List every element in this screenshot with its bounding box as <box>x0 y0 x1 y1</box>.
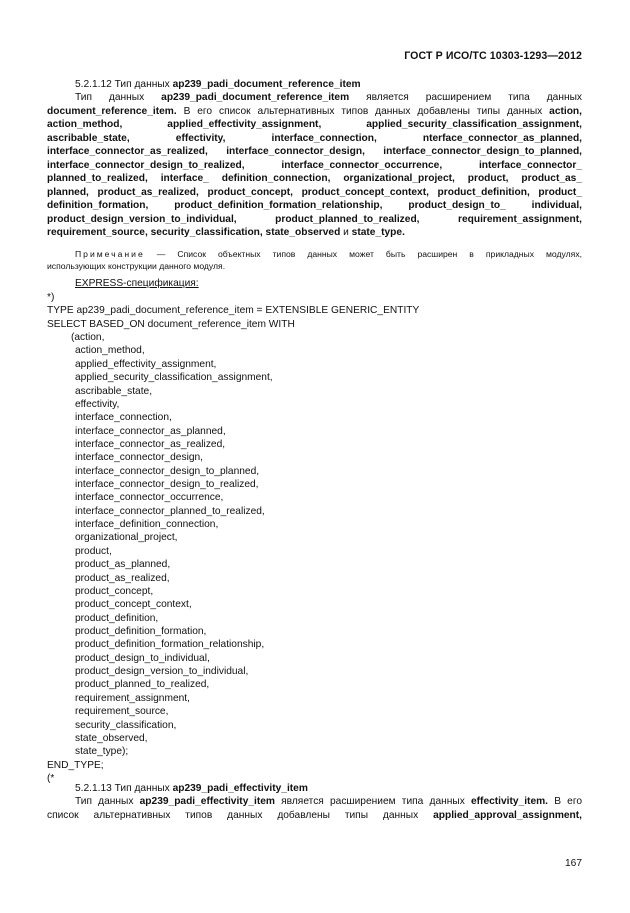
bold-identifier: requirement_source, security_classification, state_observed <box>47 226 341 238</box>
text-line <box>47 226 582 239</box>
code-open: *) <box>47 292 55 303</box>
code-item: requirement_assignment, <box>75 692 190 704</box>
code-item: (action, <box>71 332 105 344</box>
code-item: ascribable_state, <box>75 385 153 397</box>
code-items <box>47 331 582 759</box>
code-select-line: SELECT BASED_ON document_reference_item WITH <box>47 318 295 330</box>
code-item: interface_connector_planned_to_realized, <box>75 505 265 517</box>
text-line <box>47 132 582 145</box>
code-item: interface_connector_as_realized, <box>75 438 226 450</box>
note-label: Примечание <box>75 249 145 259</box>
code-item: product_design_version_to_individual, <box>75 666 249 678</box>
bold-identifier: planned_to_realized, interface_ definition_connection, organizational_project, product, product_as_ <box>47 173 582 185</box>
express-title-text: EXPRESS-спецификация: <box>75 278 199 289</box>
code-item: product_planned_to_realized, <box>75 679 210 691</box>
code-item: product_definition_formation_relationship, <box>75 639 265 651</box>
text-line <box>47 91 582 104</box>
code-item: applied_security_classification_assignment, <box>75 372 273 384</box>
code-type-line: TYPE ap239_padi_document_reference_item = EXTENSIBLE GENERIC_ENTITY <box>47 305 420 317</box>
code-end-type: END_TYPE; <box>47 759 104 771</box>
text-line <box>47 795 582 808</box>
page-number: 167 <box>565 858 582 869</box>
text-run: является расширением типа данных <box>274 796 471 808</box>
code-item: interface_connector_design, <box>75 452 203 464</box>
code-item: organizational_project, <box>75 532 178 544</box>
code-item: security_classification, <box>75 719 177 731</box>
text-line <box>47 118 582 131</box>
code-item: product_as_realized, <box>75 572 170 584</box>
text-run: В его список альтернативных типов данных добавлены типы данных <box>176 105 550 117</box>
section-body <box>47 795 582 822</box>
text-run: список альтернативных типов данных добавлены типы данных <box>47 809 434 821</box>
bold-identifier: interface_connector_design_to_realized, interface_connector_occurrence, interface_connector_ <box>47 159 582 171</box>
text-line <box>47 186 582 199</box>
note <box>47 248 582 272</box>
code-item: interface_connector_design_to_realized, <box>75 479 259 491</box>
text-run: В его <box>548 796 583 808</box>
text-run: Тип данных <box>75 92 162 104</box>
text-run: и <box>340 226 352 238</box>
code-item: interface_connector_as_planned, <box>75 425 226 437</box>
code-close: (* <box>47 772 55 784</box>
bold-identifier: ap239_padi_document_reference_item <box>161 92 350 104</box>
text-line <box>47 809 582 822</box>
heading-prefix: 5.2.1.13 Тип данных <box>75 783 173 794</box>
text-line <box>47 199 582 212</box>
express-title <box>75 277 199 290</box>
bold-identifier: action_method, applied_effectivity_assignment, applied_security_classification_assignment, <box>47 119 582 131</box>
note-dash: — <box>144 249 178 259</box>
code-item: state_observed, <box>75 732 148 744</box>
code-item: product, <box>75 545 112 557</box>
text-line <box>47 172 582 185</box>
section-5-2-1-12 <box>47 78 582 239</box>
code-item: interface_connector_occurrence, <box>75 492 224 504</box>
bold-identifier: applied_approval_assignment, <box>433 809 582 821</box>
code-item: interface_definition_connection, <box>75 519 219 531</box>
section-heading <box>47 782 582 795</box>
text-run: Тип данных <box>75 796 140 808</box>
code-item: applied_effectivity_assignment, <box>75 358 217 370</box>
bold-identifier: document_reference_item. <box>47 105 177 117</box>
text-line <box>47 159 582 172</box>
code-item: product_definition_formation, <box>75 625 207 637</box>
code-item: effectivity, <box>75 398 120 410</box>
bold-identifier: interface_connector_as_realized, interface_connector_design, interface_connector_design_to_planned, <box>47 146 582 158</box>
text-line <box>47 145 582 158</box>
bold-identifier: state_type. <box>351 226 405 238</box>
code-item: product_definition, <box>75 612 159 624</box>
section-heading <box>47 78 582 91</box>
note-text-1: Список объектных типов данных может быть расширен в прикладных модулях, <box>177 249 583 259</box>
express-code <box>47 291 582 785</box>
bold-identifier: planned, product_as_realized, product_concept, product_concept_context, product_definition, product_ <box>47 186 582 198</box>
note-line-2: использующих конструкции данного модуля. <box>47 261 226 271</box>
heading-prefix: 5.2.1.12 Тип данных <box>75 79 173 90</box>
section-body <box>47 91 582 239</box>
bold-identifier: effectivity_item. <box>471 796 549 808</box>
bold-identifier: product_design_version_to_individual, product_planned_to_realized, requirement_assignment, <box>47 213 582 225</box>
code-item: product_as_planned, <box>75 559 171 571</box>
text-line <box>47 213 582 226</box>
code-item: action_method, <box>75 345 145 357</box>
bold-identifier: action, <box>549 105 582 117</box>
section-5-2-1-13 <box>47 782 582 822</box>
text-run: является расширением типа данных <box>349 92 583 104</box>
code-item: requirement_source, <box>75 706 169 718</box>
note-line-1 <box>47 248 582 260</box>
code-item: state_type); <box>75 746 129 758</box>
bold-identifier: definition_formation, product_definition_formation_relationship, product_design_to_ individual, <box>47 200 582 212</box>
code-item: product_concept, <box>75 585 154 597</box>
standard-header: ГОСТ Р ИСО/ТС 10303-1293—2012 <box>404 50 582 62</box>
heading-type-name: ap239_padi_document_reference_item <box>172 79 361 90</box>
code-item: product_concept_context, <box>75 599 192 611</box>
text-line <box>47 105 582 118</box>
code-item: interface_connector_design_to_planned, <box>75 465 260 477</box>
heading-type-name: ap239_padi_effectivity_item <box>172 783 308 794</box>
code-item: interface_connection, <box>75 412 172 424</box>
code-item: product_design_to_individual, <box>75 652 210 664</box>
bold-identifier: ap239_padi_effectivity_item <box>139 796 275 808</box>
bold-identifier: ascribable_state, effectivity, interface_connection, nterface_connector_as_planned, <box>47 132 582 144</box>
